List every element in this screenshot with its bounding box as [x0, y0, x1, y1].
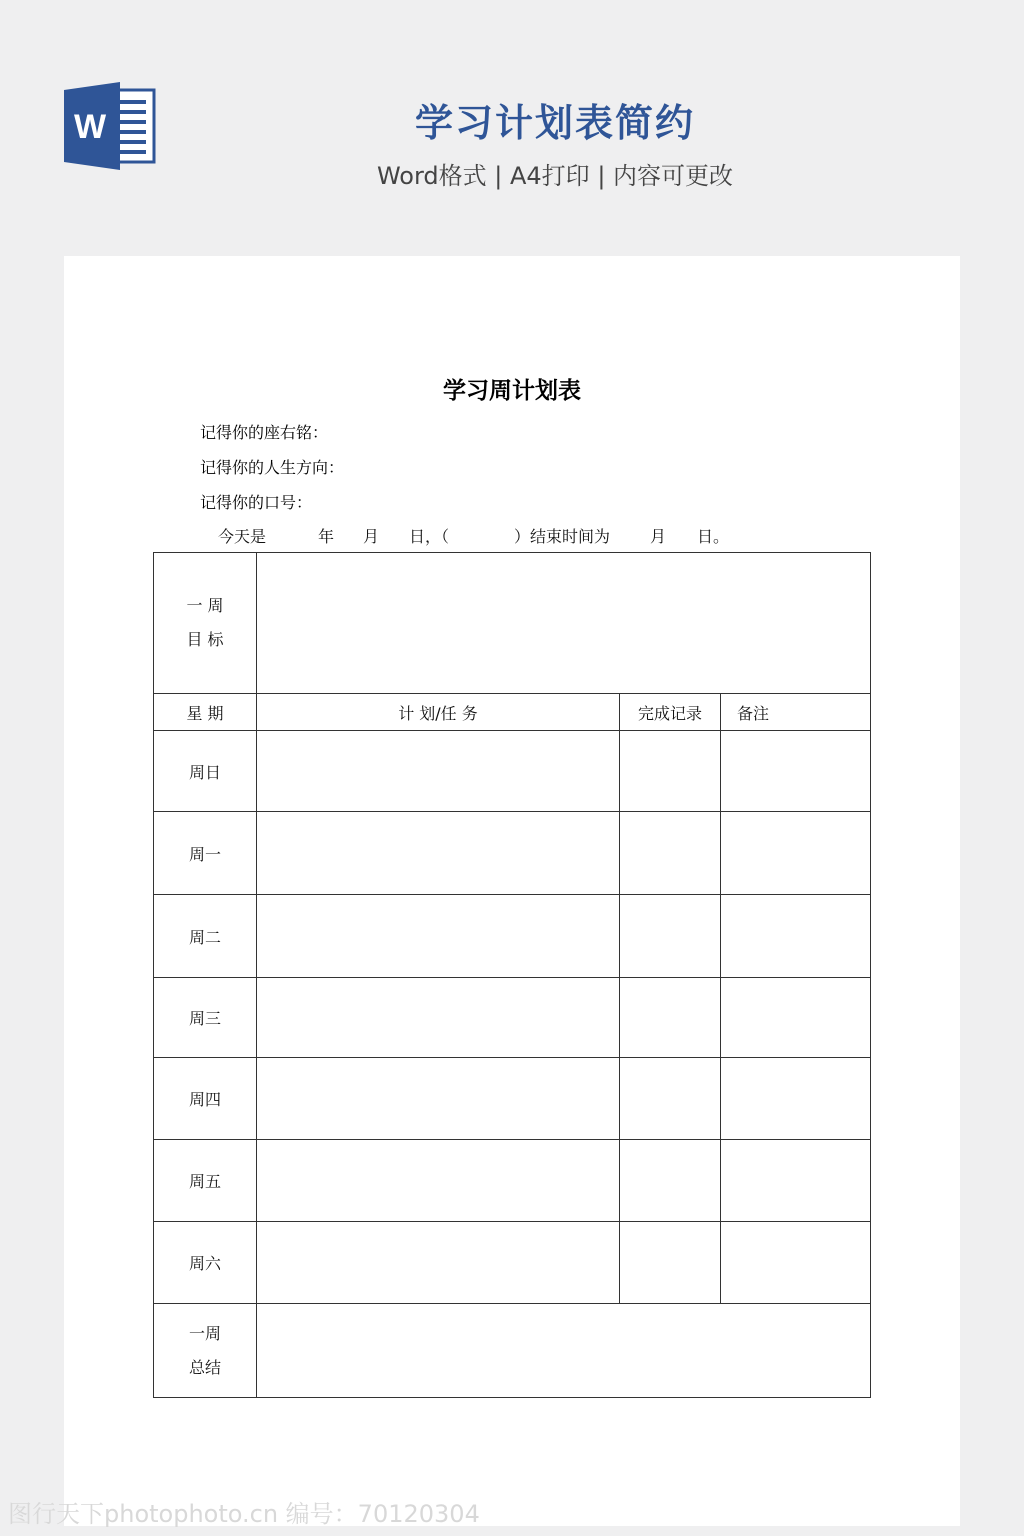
date-day: 日，（ [409, 527, 450, 546]
record-cell[interactable] [620, 1058, 721, 1140]
record-cell[interactable] [620, 731, 721, 812]
goal-row [154, 553, 871, 694]
table-row [154, 1058, 871, 1140]
table-row [154, 1222, 871, 1304]
goal-input-cell[interactable] [257, 553, 871, 694]
table-row [154, 1140, 871, 1222]
record-cell[interactable] [620, 978, 721, 1058]
col-plan: 计 划/任 务 [257, 694, 620, 731]
word-icon [64, 82, 156, 170]
plan-cell[interactable] [257, 1140, 620, 1222]
table-row [154, 895, 871, 978]
summary-input-cell[interactable] [257, 1304, 871, 1398]
date-month: 月 [363, 527, 380, 546]
document-title: 学习周计划表 [443, 378, 581, 404]
day-label: 周二 [154, 895, 257, 978]
goal-label-cell [154, 553, 257, 694]
plan-cell[interactable] [257, 731, 620, 812]
summary-label-line2: 总结 [188, 1357, 221, 1377]
motto-label: 记得你的座右铭： [200, 423, 329, 442]
plan-table [153, 552, 871, 1398]
note-cell[interactable] [721, 1058, 871, 1140]
plan-cell[interactable] [257, 812, 620, 895]
day-label: 周一 [154, 812, 257, 895]
date-end-month: 月 [650, 527, 667, 546]
col-record: 完成记录 [620, 694, 721, 731]
watermark: 图行天下photophoto.cn 编号：70120304 [8, 1500, 480, 1528]
note-cell[interactable] [721, 731, 871, 812]
document-page [64, 256, 960, 1526]
header-subtitle: Word格式 | A4打印 | 内容可更改 [376, 162, 734, 190]
date-year: 年 [318, 527, 335, 546]
table-row [154, 812, 871, 895]
col-note: 备注 [721, 694, 871, 731]
word-icon-letter: W [73, 108, 107, 146]
record-cell[interactable] [620, 895, 721, 978]
plan-cell[interactable] [257, 1058, 620, 1140]
date-end-day: 日。 [697, 527, 730, 546]
plan-cell[interactable] [257, 1222, 620, 1304]
summary-label-cell [154, 1304, 257, 1398]
date-end-prefix: ）结束时间为 [514, 527, 611, 546]
goal-label-line1: 一 周 [186, 596, 224, 615]
day-label: 周六 [154, 1222, 257, 1304]
record-cell[interactable] [620, 1222, 721, 1304]
table-row [154, 978, 871, 1058]
goal-label-line2: 目 标 [186, 630, 224, 649]
header-row [154, 694, 871, 731]
plan-cell[interactable] [257, 978, 620, 1058]
date-today: 今天是 [218, 527, 267, 546]
day-label: 周日 [154, 731, 257, 812]
note-cell[interactable] [721, 1140, 871, 1222]
summary-row [154, 1304, 871, 1398]
day-label: 周三 [154, 978, 257, 1058]
table-row [154, 731, 871, 812]
direction-label: 记得你的人生方向： [200, 458, 345, 477]
note-cell[interactable] [721, 895, 871, 978]
day-label: 周五 [154, 1140, 257, 1222]
date-line [64, 524, 960, 548]
note-cell[interactable] [721, 812, 871, 895]
col-weekday: 星 期 [154, 694, 257, 731]
slogan-label: 记得你的口号： [200, 493, 313, 512]
record-cell[interactable] [620, 812, 721, 895]
plan-cell[interactable] [257, 895, 620, 978]
record-cell[interactable] [620, 1140, 721, 1222]
header-title: 学习计划表简约 [414, 101, 695, 145]
note-cell[interactable] [721, 978, 871, 1058]
note-cell[interactable] [721, 1222, 871, 1304]
day-label: 周四 [154, 1058, 257, 1140]
summary-label-line1: 一周 [188, 1323, 221, 1343]
